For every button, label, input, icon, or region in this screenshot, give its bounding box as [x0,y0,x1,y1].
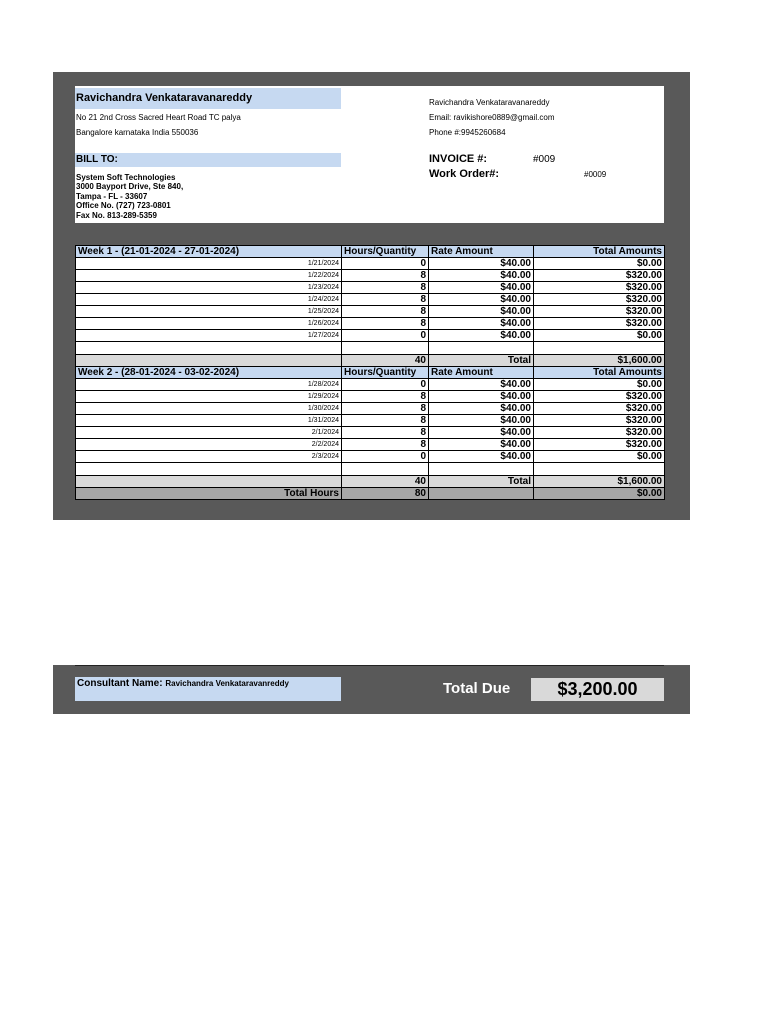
empty-cell [429,488,534,500]
table-row [76,439,665,451]
subtotal-hours: 40 [342,355,429,367]
table-row [76,318,665,330]
date-cell: 1/24/2024 [76,294,342,306]
consultant-name-field [75,677,341,701]
date-cell: 1/21/2024 [76,258,342,270]
hours-cell: 0 [342,258,429,270]
grand-total-amount: $0.00 [534,488,665,500]
hours-cell: 8 [342,415,429,427]
date-cell: 1/31/2024 [76,415,342,427]
hours-cell: 8 [342,391,429,403]
week-header-row [76,367,665,379]
amount-cell: $0.00 [534,258,665,270]
sender-name: Ravichandra Venkataravanareddy [75,88,341,109]
date-cell: 2/2/2024 [76,439,342,451]
empty-cell [342,463,429,476]
sender-email: Email: ravikishore0889@gmail.com [429,113,555,122]
rate-cell: $40.00 [429,439,534,451]
invoice-number-label: INVOICE #: [429,153,488,165]
table-row [76,415,665,427]
work-order-label: Work Order#: [429,168,500,180]
total-due-value: $3,200.00 [531,678,664,701]
hours-cell: 0 [342,451,429,463]
rate-cell: $40.00 [429,270,534,282]
empty-cell [76,463,342,476]
bill-to-line: Fax No. 813-289-5359 [76,210,157,220]
table-row [76,294,665,306]
amount-cell: $0.00 [534,451,665,463]
subtotal-amount: $1,600.00 [534,476,665,488]
column-header-rate: Rate Amount [429,367,534,379]
amount-cell: $320.00 [534,427,665,439]
rate-cell: $40.00 [429,415,534,427]
amount-cell: $0.00 [534,379,665,391]
hours-cell: 0 [342,379,429,391]
amount-cell: $320.00 [534,282,665,294]
sender-phone: Phone #:9945260684 [429,128,506,137]
hours-cell: 8 [342,294,429,306]
empty-cell [76,355,342,367]
bill-to-line: Office No. (727) 723-0801 [76,201,171,211]
total-hours-label: Total Hours [76,488,342,500]
amount-cell: $320.00 [534,403,665,415]
hours-cell: 8 [342,282,429,294]
hours-cell: 8 [342,318,429,330]
sender-contact-name: Ravichandra Venkataravanareddy [429,98,550,107]
date-cell: 1/27/2024 [76,330,342,342]
sender-address-line2: Bangalore karnataka India 550036 [76,128,199,137]
sender-address-line1: No 21 2nd Cross Sacred Heart Road TC palya [76,113,241,122]
empty-cell [429,463,534,476]
timesheet-table [75,245,665,500]
rate-cell: $40.00 [429,427,534,439]
subtotal-hours: 40 [342,476,429,488]
subtotal-amount: $1,600.00 [534,355,665,367]
work-order-value: #0009 [584,170,607,179]
grand-total-row [76,488,665,500]
amount-cell: $320.00 [534,294,665,306]
bill-to-block [76,173,183,220]
total-due-label: Total Due [443,680,511,697]
hours-cell: 8 [342,270,429,282]
date-cell: 1/23/2024 [76,282,342,294]
week-title: Week 1 - (21-01-2024 - 27-01-2024) [76,246,342,258]
hours-cell: 8 [342,427,429,439]
empty-cell [342,342,429,355]
amount-cell: $320.00 [534,415,665,427]
table-row [76,391,665,403]
table-row [76,270,665,282]
week-header-row [76,246,665,258]
rate-cell: $40.00 [429,379,534,391]
rate-cell: $40.00 [429,318,534,330]
amount-cell: $320.00 [534,318,665,330]
bill-to-line: 3000 Bayport Drive, Ste 840, [76,182,184,192]
rate-cell: $40.00 [429,282,534,294]
empty-cell [534,463,665,476]
column-header-hours: Hours/Quantity [342,246,429,258]
table-row [76,379,665,391]
empty-cell [76,342,342,355]
divider-line [75,665,664,666]
hours-cell: 8 [342,439,429,451]
subtotal-label: Total [429,355,534,367]
table-row [76,282,665,294]
table-row [76,330,665,342]
week-title: Week 2 - (28-01-2024 - 03-02-2024) [76,367,342,379]
table-row [76,451,665,463]
amount-cell: $320.00 [534,306,665,318]
date-cell: 1/22/2024 [76,270,342,282]
rate-cell: $40.00 [429,258,534,270]
blank-row [76,463,665,476]
hours-cell: 0 [342,330,429,342]
column-header-total: Total Amounts [534,246,665,258]
bill-to-line: Tampa - FL - 33607 [76,191,148,201]
rate-cell: $40.00 [429,391,534,403]
amount-cell: $320.00 [534,391,665,403]
rate-cell: $40.00 [429,330,534,342]
amount-cell: $320.00 [534,270,665,282]
subtotal-label: Total [429,476,534,488]
empty-cell [429,342,534,355]
table-row [76,258,665,270]
table-row [76,306,665,318]
week-subtotal-row [76,355,665,367]
rate-cell: $40.00 [429,403,534,415]
date-cell: 1/30/2024 [76,403,342,415]
hours-cell: 8 [342,403,429,415]
table-row [76,427,665,439]
consultant-name-label: Consultant Name: [77,678,163,689]
date-cell: 1/25/2024 [76,306,342,318]
date-cell: 2/1/2024 [76,427,342,439]
table-row [76,403,665,415]
column-header-rate: Rate Amount [429,246,534,258]
bill-to-line: System Soft Technologies [76,173,176,182]
amount-cell: $320.00 [534,439,665,451]
consultant-name-value: Ravichandra Venkataravanreddy [165,679,289,688]
date-cell: 1/26/2024 [76,318,342,330]
column-header-hours: Hours/Quantity [342,367,429,379]
rate-cell: $40.00 [429,451,534,463]
amount-cell: $0.00 [534,330,665,342]
invoice-number-value: #009 [533,154,556,165]
empty-cell [534,342,665,355]
rate-cell: $40.00 [429,306,534,318]
rate-cell: $40.00 [429,294,534,306]
hours-cell: 8 [342,306,429,318]
total-hours-value: 80 [342,488,429,500]
week-subtotal-row [76,476,665,488]
empty-cell [76,476,342,488]
date-cell: 1/28/2024 [76,379,342,391]
blank-row [76,342,665,355]
date-cell: 1/29/2024 [76,391,342,403]
column-header-total: Total Amounts [534,367,665,379]
date-cell: 2/3/2024 [76,451,342,463]
bill-to-label: BILL TO: [75,153,341,167]
